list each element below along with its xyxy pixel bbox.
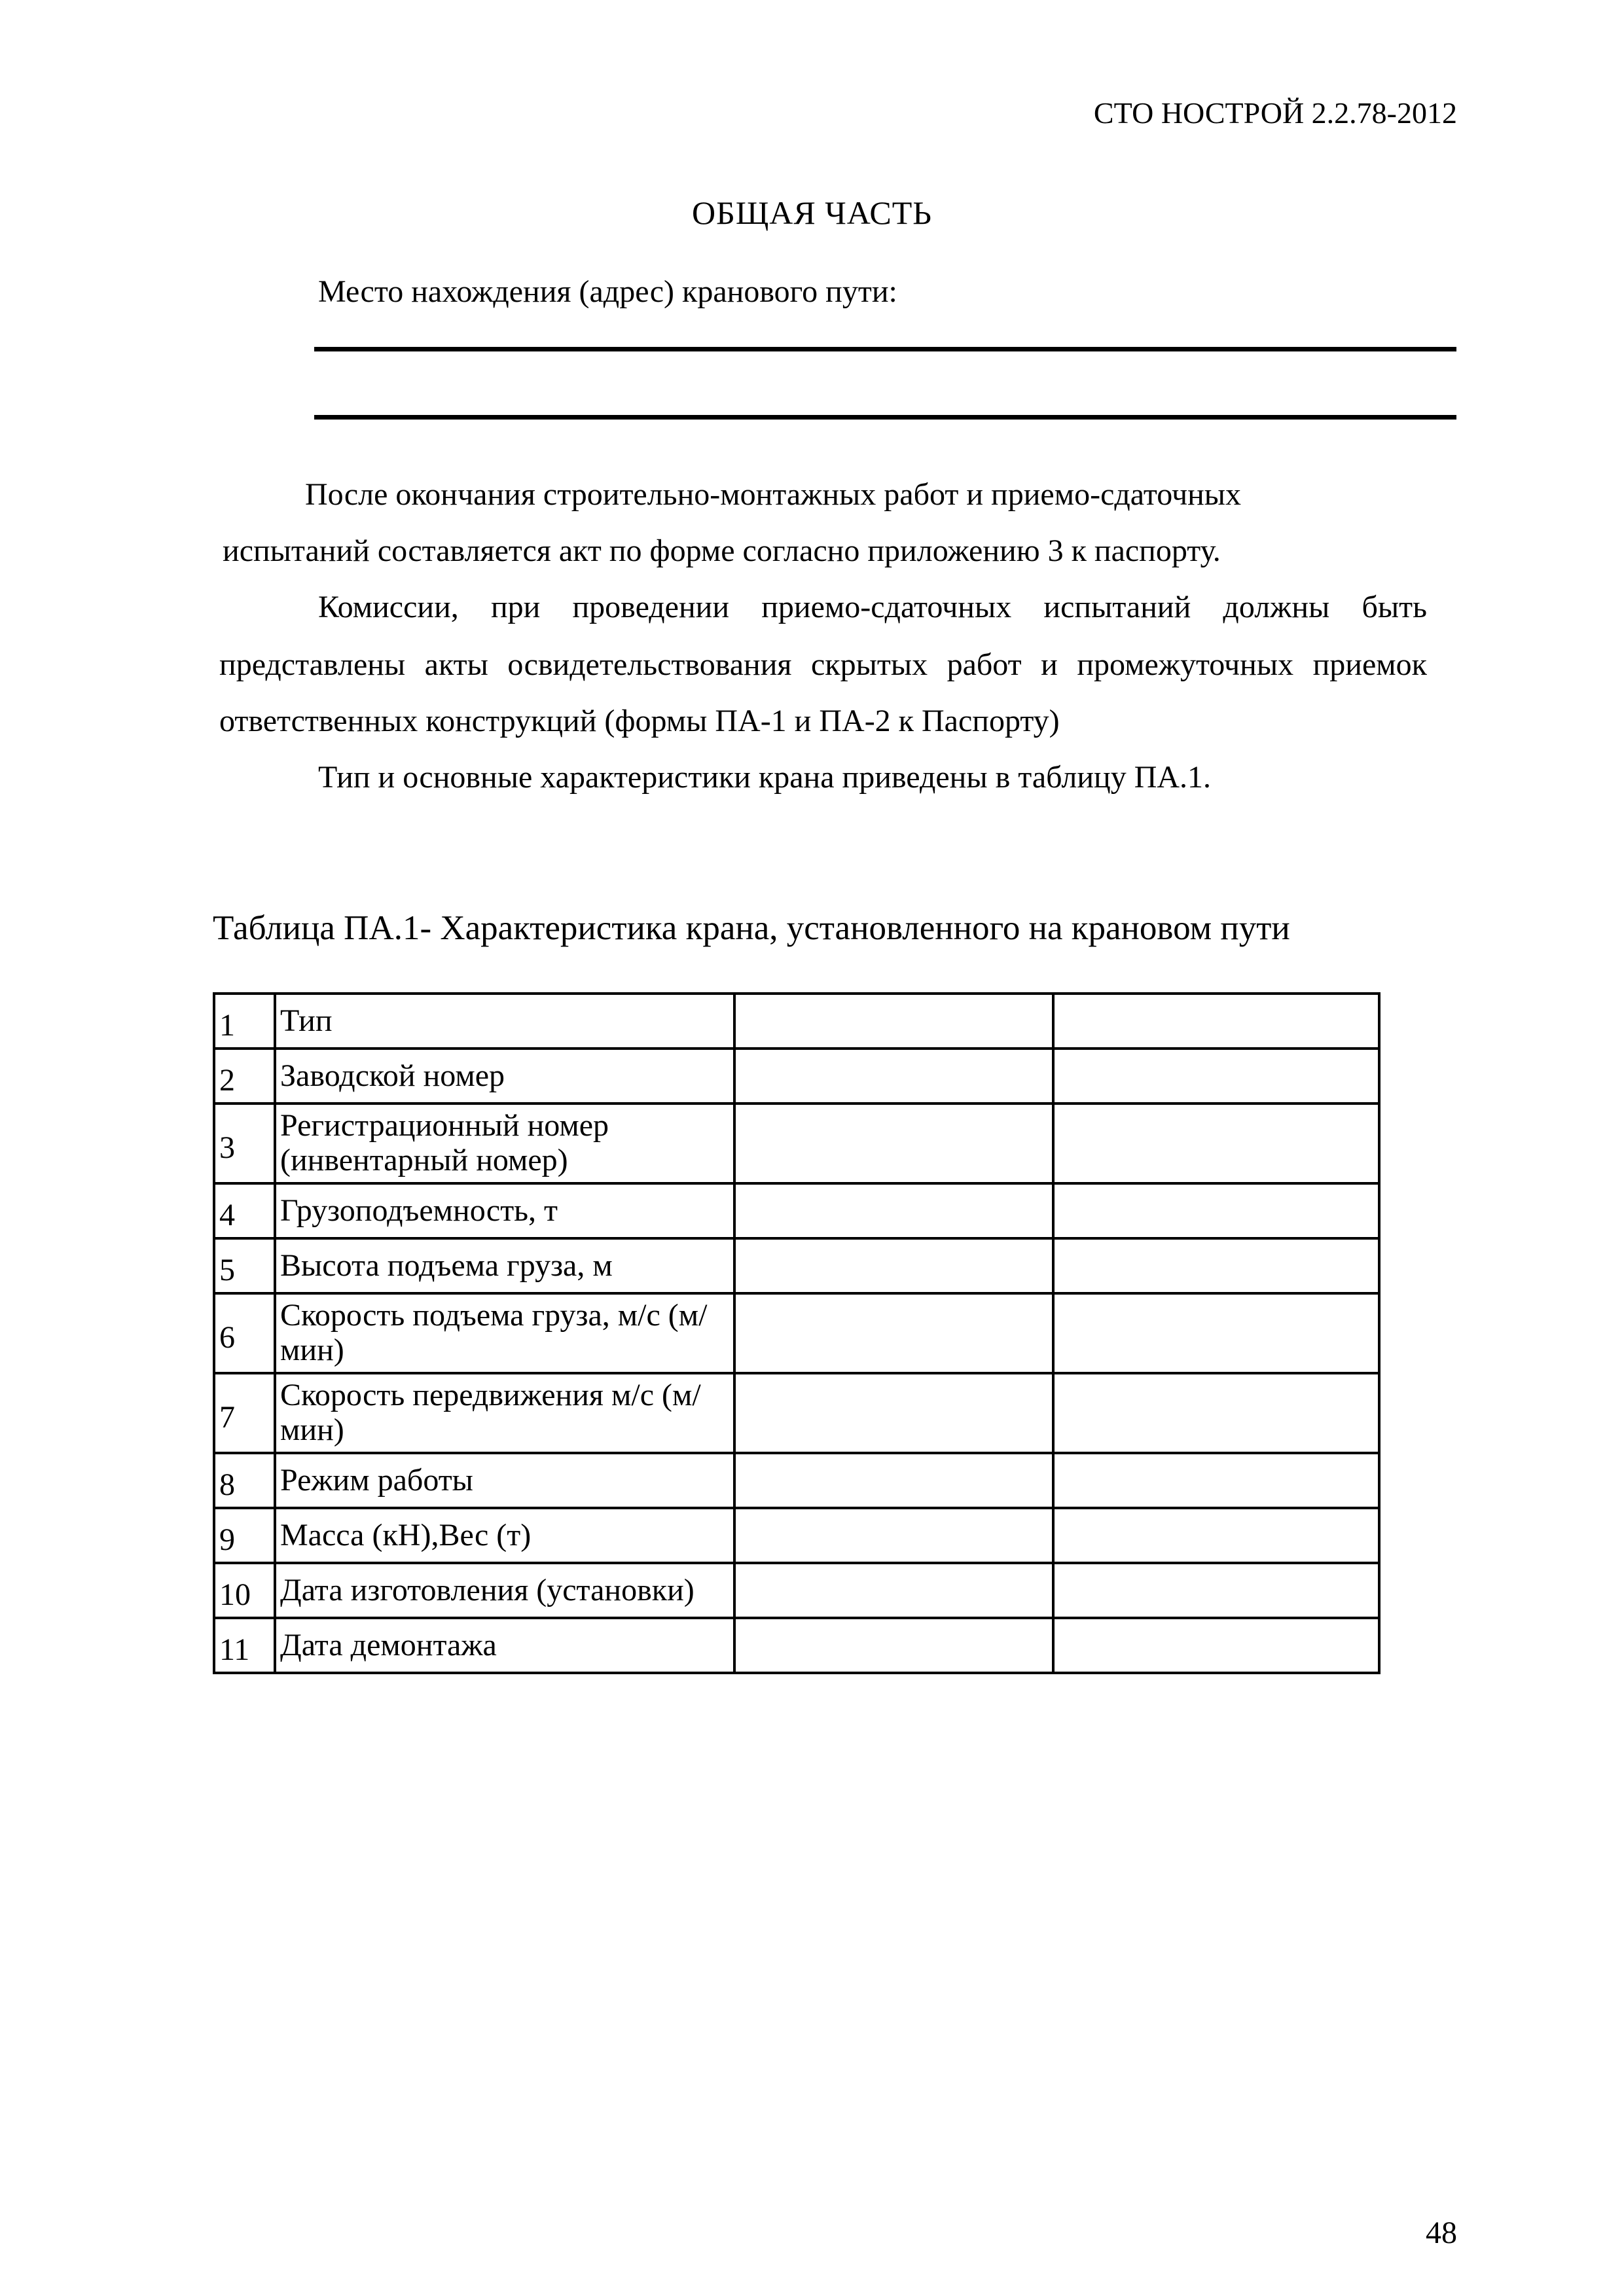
table-row bbox=[214, 1453, 1379, 1508]
row-number: 7 bbox=[214, 1373, 275, 1453]
table-row bbox=[214, 1373, 1379, 1453]
paragraph-line: испытаний составляется акт по форме согласно приложению 3 к паспорту. bbox=[223, 533, 1221, 568]
row-number: 2 bbox=[214, 1049, 275, 1103]
parameter-name: Высота подъема груза, м bbox=[275, 1238, 734, 1293]
row-number: 5 bbox=[214, 1238, 275, 1293]
value-cell[interactable] bbox=[734, 1618, 1053, 1673]
parameter-name: Режим работы bbox=[275, 1453, 734, 1508]
row-number: 9 bbox=[214, 1508, 275, 1563]
parameter-name: Дата демонтажа bbox=[275, 1618, 734, 1673]
value-cell[interactable] bbox=[734, 1453, 1053, 1508]
table-row bbox=[214, 1563, 1379, 1618]
value-cell[interactable] bbox=[1053, 1563, 1379, 1618]
table-row bbox=[214, 1183, 1379, 1238]
table-row bbox=[214, 1508, 1379, 1563]
value-cell[interactable] bbox=[1053, 1453, 1379, 1508]
table-row bbox=[214, 1618, 1379, 1673]
paragraph-line: Тип и основные характеристики крана приведены в таблицу ПА.1. bbox=[318, 760, 1212, 795]
parameter-name: Дата изготовления (установки) bbox=[275, 1563, 734, 1618]
row-number: 3 bbox=[214, 1103, 275, 1183]
address-blank-line-2[interactable] bbox=[314, 415, 1456, 420]
value-cell[interactable] bbox=[734, 994, 1053, 1049]
value-cell[interactable] bbox=[734, 1563, 1053, 1618]
row-number: 6 bbox=[214, 1293, 275, 1373]
table-row bbox=[214, 1103, 1379, 1183]
row-number: 10 bbox=[214, 1563, 275, 1618]
parameter-name: Тип bbox=[275, 994, 734, 1049]
paragraph-line: ответственных конструкций (формы ПА-1 и ПА-2 к Паспорту) bbox=[219, 704, 1060, 738]
parameter-name: Заводской номер bbox=[275, 1049, 734, 1103]
crane-characteristics-table bbox=[213, 992, 1380, 1674]
value-cell[interactable] bbox=[1053, 1049, 1379, 1103]
row-number: 4 bbox=[214, 1183, 275, 1238]
value-cell[interactable] bbox=[734, 1293, 1053, 1373]
parameter-name: Регистрационный номер (инвентарный номер) bbox=[275, 1103, 734, 1183]
value-cell[interactable] bbox=[1053, 994, 1379, 1049]
table-row bbox=[214, 1238, 1379, 1293]
value-cell[interactable] bbox=[734, 1508, 1053, 1563]
parameter-name: Грузоподъемность, т bbox=[275, 1183, 734, 1238]
value-cell[interactable] bbox=[1053, 1373, 1379, 1453]
address-label: Место нахождения (адрес) кранового пути: bbox=[318, 274, 897, 309]
address-blank-line-1[interactable] bbox=[314, 347, 1456, 351]
value-cell[interactable] bbox=[1053, 1183, 1379, 1238]
value-cell[interactable] bbox=[1053, 1293, 1379, 1373]
table-row bbox=[214, 994, 1379, 1049]
table-caption: Таблица ПА.1- Характеристика крана, установленного на крановом пути bbox=[213, 909, 1290, 947]
paragraph-line: Комиссии, при проведении приемо-сдаточных испытаний должны быть bbox=[318, 590, 1427, 624]
table-row bbox=[214, 1293, 1379, 1373]
value-cell[interactable] bbox=[734, 1049, 1053, 1103]
section-title: ОБЩАЯ ЧАСТЬ bbox=[692, 194, 932, 231]
paragraph-line: После окончания строительно-монтажных работ и приемо-сдаточных bbox=[305, 477, 1242, 512]
row-number: 1 bbox=[214, 994, 275, 1049]
value-cell[interactable] bbox=[1053, 1508, 1379, 1563]
value-cell[interactable] bbox=[734, 1183, 1053, 1238]
paragraph-line: представлены акты освидетельствования скрытых работ и промежуточных приемок bbox=[219, 647, 1427, 682]
row-number: 8 bbox=[214, 1453, 275, 1508]
table-row bbox=[214, 1049, 1379, 1103]
value-cell[interactable] bbox=[1053, 1103, 1379, 1183]
value-cell[interactable] bbox=[734, 1373, 1053, 1453]
value-cell[interactable] bbox=[734, 1238, 1053, 1293]
value-cell[interactable] bbox=[1053, 1618, 1379, 1673]
value-cell[interactable] bbox=[1053, 1238, 1379, 1293]
page-number: 48 bbox=[1426, 2215, 1457, 2250]
value-cell[interactable] bbox=[734, 1103, 1053, 1183]
document-code: СТО НОСТРОЙ 2.2.78-2012 bbox=[1093, 96, 1457, 130]
parameter-name: Скорость подъема груза, м/с (м/мин) bbox=[275, 1293, 734, 1373]
parameter-name: Скорость передвижения м/с (м/мин) bbox=[275, 1373, 734, 1453]
row-number: 11 bbox=[214, 1618, 275, 1673]
parameter-name: Масса (кН),Вес (т) bbox=[275, 1508, 734, 1563]
